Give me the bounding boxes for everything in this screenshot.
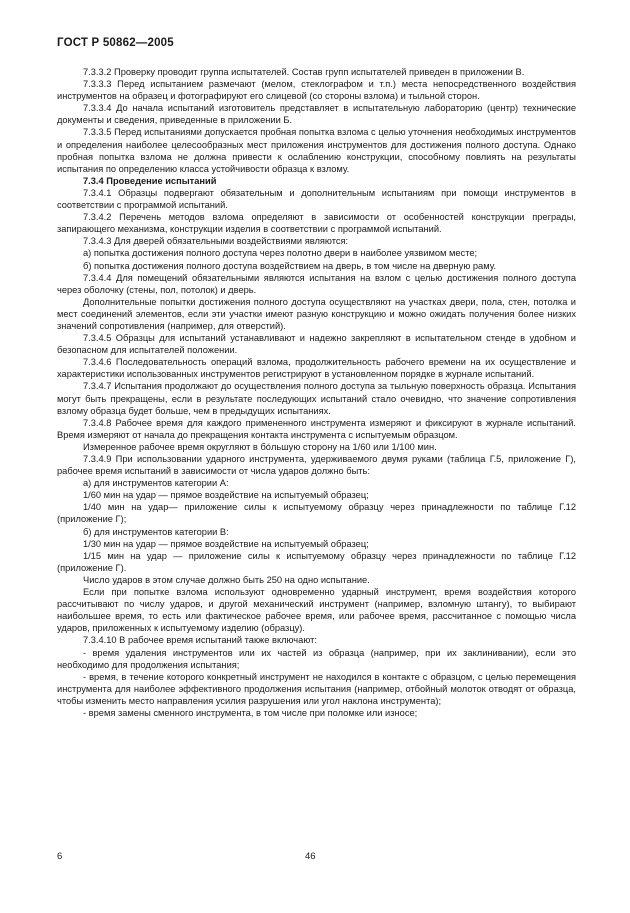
page-number-center: 46 bbox=[305, 851, 316, 862]
paragraph: 7.3.4.8 Рабочее время для каждого примененного инструмента измеряют и фиксируют в журнале испытаний. Время измеряют от начала до прекращения контакта инструмента с испытуемым образцом. bbox=[57, 417, 576, 440]
paragraph: а) для инструментов категории А: bbox=[83, 478, 229, 489]
paragraph: 7.3.4.5 Образцы для испытаний устанавливают и надежно закрепляют в испытательном стенде в удобном и безопасном для испытателей положении. bbox=[57, 333, 576, 356]
paragraph: 7.3.3.3 Перед испытанием размечают (мелом, стеклографом и т.п.) места непосредственного воздействия инструментов на образец и фотографируют его слицевой (со стороны взлома) и тыльной сторон. bbox=[57, 79, 576, 102]
paragraph: б) попытка достижения полного доступа воздействием на дверь, в том числе на дверную раму. bbox=[83, 260, 497, 271]
paragraph: 7.3.3.2 Проверку проводит группа испытателей. Состав групп испытателей приведен в приложении В. bbox=[83, 67, 525, 77]
paragraph: 7.3.4.7 Испытания продолжают до осуществления полного доступа за тыльную поверхность образца. Испытания могут быть прекращены, если в результате последующих испытаний стало очевидно, что значение сопротивления взлому образца будет больше, чем в предыдущих испытаниях. bbox=[57, 381, 576, 416]
paragraph: б) для инструментов категории В: bbox=[83, 526, 229, 537]
paragraph: 7.3.4.3 Для дверей обязательными воздействиями являются: bbox=[83, 236, 349, 247]
paragraph: Число ударов в этом случае должно быть 250 на одно испытание. bbox=[83, 574, 370, 585]
paragraph: 7.3.4.4 Для помещений обязательными являются испытания на взлом с целью достижения полного доступа через оболочку (стены, пол, потолок) и дверь. bbox=[57, 272, 576, 295]
paragraph: Измеренное рабочее время округляют в бóльшую сторону на 1/60 или 1/100 мин. bbox=[83, 441, 437, 452]
section-heading: 7.3.4 Проведение испытаний bbox=[83, 175, 217, 186]
paragraph: - время замены сменного инструмента, в том числе при поломке или износе; bbox=[83, 707, 418, 718]
paragraph: 7.3.4.1 Образцы подвергают обязательным и дополнительным испытаниям при помощи инструментов в соответствии с программой испытаний. bbox=[57, 187, 576, 211]
document-body bbox=[57, 66, 576, 719]
document-title: ГОСТ Р 50862—2005 bbox=[57, 37, 174, 49]
paragraph: Дополнительные попытки достижения полного доступа осуществляют на участках двери, пола, стен, потолка и мест соединений элементов, если эти участки имеют разную конструкцию и можно ожидать получения более низких значений сопротивления (например, для отверстий). bbox=[57, 296, 576, 331]
paragraph: а) попытка достижения полного доступа через полотно двери в наиболее уязвимом месте; bbox=[83, 248, 478, 259]
paragraph: 1/15 мин на удар — приложение силы к испытуемому образцу через принадлежности по таблице Г.12 (приложение Г). bbox=[57, 550, 576, 573]
paragraph: - время удаления инструментов или их частей из образца (например, при их заклинивании), если это необходимо для продолжения испытания; bbox=[57, 647, 576, 670]
paragraph: Если при попытке взлома используют одновременно ударный инструмент, время воздействия которого рассчитывают по числу ударов, и другой механический инструмент (например, взломную штангу), то выбирают наибольшее время, то есть или фактическое рабочее время, или рабочее время, рассчитанное с помощью числа ударов, приложенных к испытуемому изделию (образцу). bbox=[57, 587, 576, 634]
paragraph: 1/30 мин на удар — прямое воздействие на испытуемый образец; bbox=[83, 538, 369, 549]
paragraph: 7.3.4.6 Последовательность операций взлома, продолжительность рабочего времени на их осуществление и характеристики использованных инструментов регистрируют в установленном порядке в журнале испытаний. bbox=[57, 357, 576, 380]
paragraph: 7.3.4.2 Перечень методов взлома определяют в зависимости от особенностей конструкции преграды, запирающего механизма, конструкции изделия в соответствии с программой испытаний. bbox=[57, 212, 576, 235]
paragraph: 7.3.3.4 До начала испытаний изготовитель представляет в испытательную лабораторию (центр) технические документы и сведения, приведенные в приложении Б. bbox=[57, 103, 576, 126]
paragraph: - время, в течение которого конкретный инструмент не находился в контакте с образцом, с целью перемещения инструмента для наиболее эффективного продолжения испытания (например, отбойный молоток отводят от образца, чтобы изменить место направления усилия разрушения или угол наклона инструмента); bbox=[57, 671, 576, 706]
paragraph: 7.3.4.10 В рабочее время испытаний также включают: bbox=[83, 635, 317, 646]
paragraph: 7.3.4.9 При использовании ударного инструмента, удерживаемого двумя руками (таблица Г.5, приложение Г), рабочее время испытаний в зависимости от числа ударов должно быть: bbox=[57, 454, 576, 477]
paragraph: 1/60 мин на удар — прямое воздействие на испытуемый образец; bbox=[83, 490, 369, 501]
paragraph: 1/40 мин на удар— приложение силы к испытуемому образцу через принадлежности по таблице Г.12 (приложение Г); bbox=[57, 502, 576, 525]
paragraph: 7.3.3.5 Перед испытаниями допускается пробная попытка взлома с целью уточнения необходимых инструментов и определения наиболее целесообразных мест приложения инструментов для достижения полного доступа. Однако пробная попытка взлома не должна привести к ослаблению конструкции, способному повлиять на результаты испытания по определению класса устойчивости образца к взлому. bbox=[57, 127, 576, 174]
page-number-left: 6 bbox=[57, 851, 63, 862]
